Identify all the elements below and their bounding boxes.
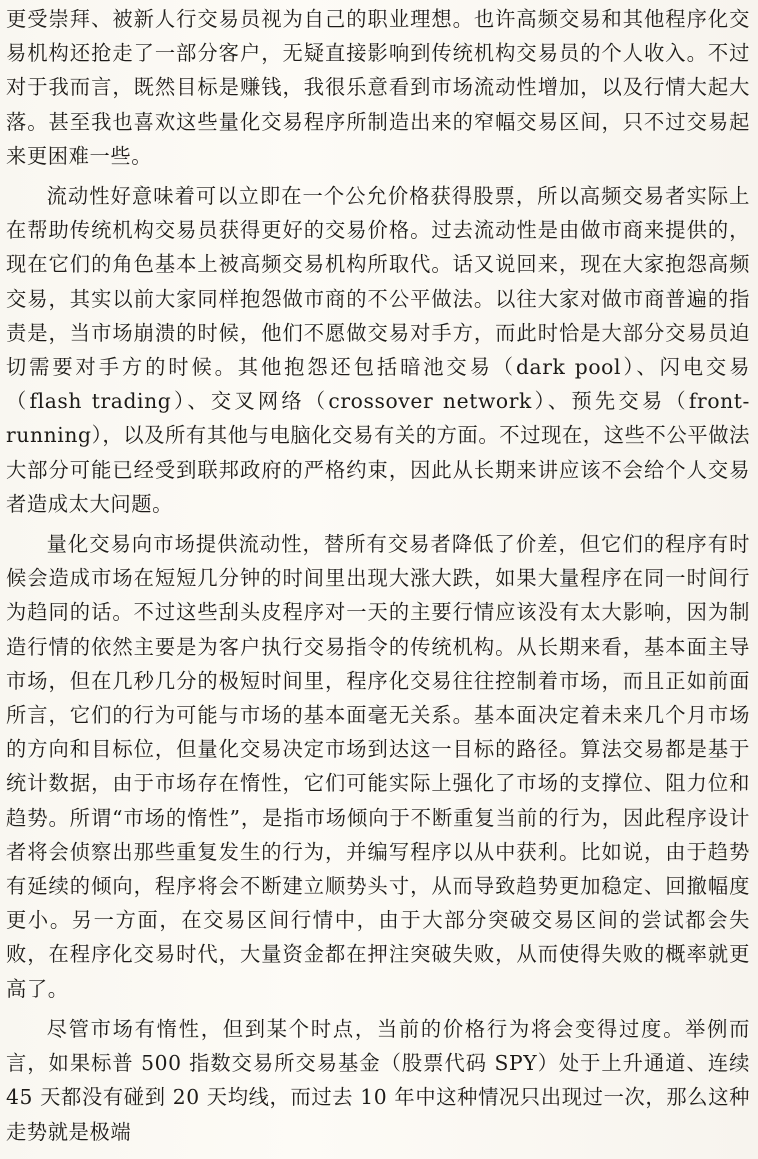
paragraph-4: 尽管市场有惰性，但到某个时点，当前的价格行为将会变得过度。举例而言，如果标普 500 指数交易所交易基金（股票代码 SPY）处于上升通道、连续 45 天都没有碰到 20 天均线，而过去 10 年中这种情况只出现过一次，那么这种走势就是极端 (6, 1016, 750, 1144)
paragraph-2: 流动性好意味着可以立即在一个公允价格获得股票，所以高频交易者实际上在帮助传统机构交易员获得更好的交易价格。过去流动性是由做市商来提供的，现在它们的角色基本上被高频交易机构所取代。话又说回来，现在大家抱怨高频交易，其实以前大家同样抱怨做市商的不公平做法。以往大家对做市商普遍的指责是，当市场崩溃的时候，他们不愿做交易对手方，而此时恰是大部分交易员迫切需要对手方的时候。其他抱怨还包括暗池交易（dark pool）、闪电交易（flash trading）、交叉网络（crossover network）、预先交易（front-running），以及所有其他与电脑化交易有关的方面。不过现在，这些不公平做法大部分可能已经受到联邦政府的严格约束，因此从长期来讲应该不会给个人交易者造成太大问题。 (6, 184, 750, 516)
paragraph-3: 量化交易向市场提供流动性，替所有交易者降低了价差，但它们的程序有时候会造成市场在短短几分钟的时间里出现大涨大跌，如果大量程序在同一时间行为趋同的话。不过这些刮头皮程序对一天的主要行情应该没有太大影响，因为制造行情的依然主要是为客户执行交易指令的传统机构。从长期来看，基本面主导市场，但在几秒几分的极短时间里，程序化交易往往控制着市场，而且正如前面所言，它们的行为可能与市场的基本面毫无关系。基本面决定着未来几个月市场的方向和目标位，但量化交易决定市场到达这一目标的路径。算法交易都是基于统计数据，由于市场存在惰性，它们可能实际上强化了市场的支撑位、阻力位和趋势。所谓“市场的惰性”，是指市场倾向于不断重复当前的行为，因此程序设计者将会侦察出那些重复发生的行为，并编写程序以从中获利。比如说，由于趋势有延续的倾向，程序将会不断建立顺势头寸，从而导致趋势更加稳定、回撤幅度更小。另一方面，在交易区间行情中，由于大部分突破交易区间的尝试都会失败，在程序化交易时代，大量资金都在押注突破失败，从而使得失败的概率就更高了。 (6, 532, 750, 1001)
body-text (6, 2, 750, 1155)
paragraph-1: 更受崇拜、被新人行交易员视为自己的职业理想。也许高频交易和其他程序化交易机构还抢走了一部分客户，无疑直接影响到传统机构交易员的个人收入。不过对于我而言，既然目标是赚钱，我很乐意看到市场流动性增加，以及行情大起大落。甚至我也喜欢这些量化交易程序所制造出来的窄幅交易区间，只不过交易起来更困难一些。 (6, 7, 750, 168)
